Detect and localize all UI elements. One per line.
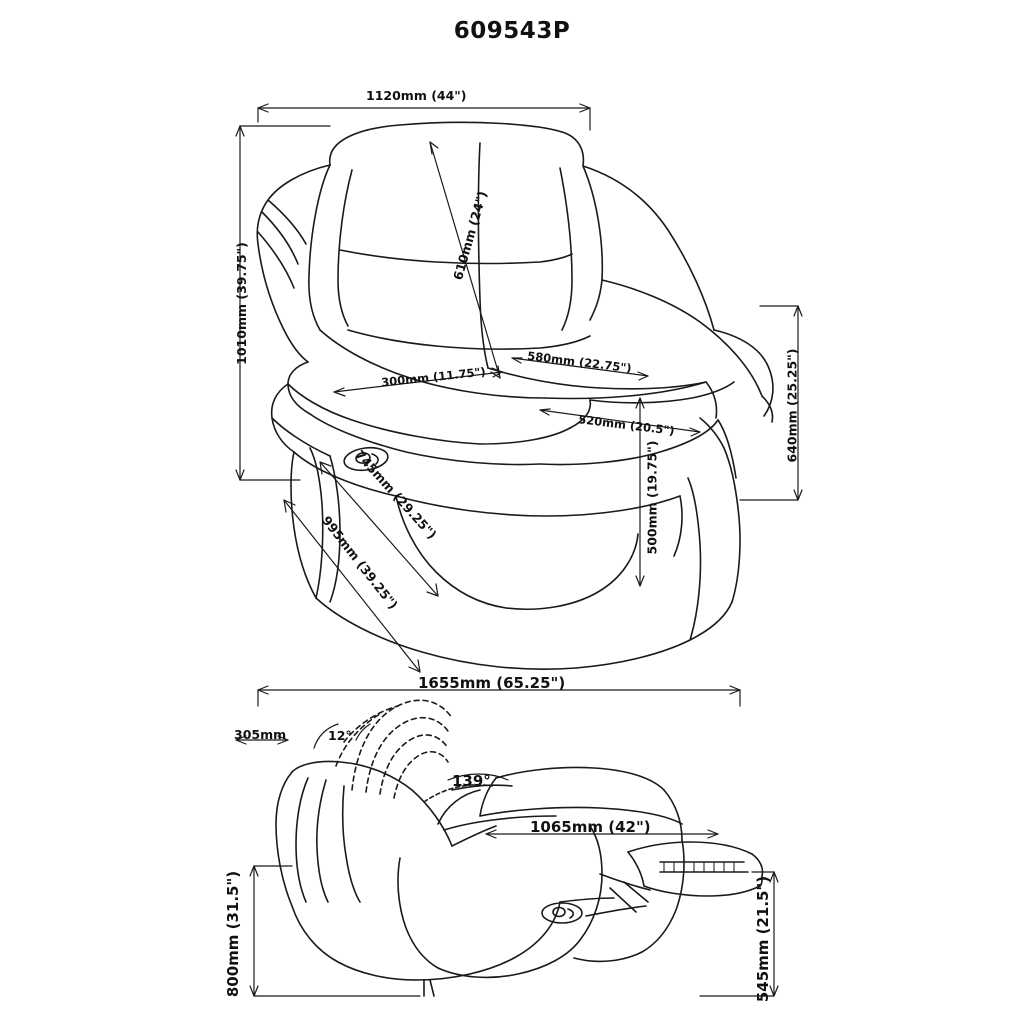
dim-label-reclined-length: 1655mm (65.25")	[418, 674, 566, 692]
dim-label-arm-height: 640mm (25.25")	[784, 348, 800, 463]
dim-label-recline-angle: 139°	[452, 772, 491, 790]
dim-label-reclined-height: 800mm (31.5")	[224, 870, 243, 998]
page-title: 609543P	[453, 18, 571, 44]
dim-label-recline-clearance: 305mm	[234, 727, 287, 742]
recliner-reclined-illustration	[276, 700, 763, 996]
dim-label-headrest-angle: 12°	[328, 728, 352, 743]
dim-label-seat-inner-depth: 520mm (20.5")	[577, 412, 676, 438]
dim-label-reclined-seat-length: 1065mm (42")	[530, 818, 651, 836]
dim-label-overall-depth: 995mm (39.25")	[318, 512, 401, 613]
recliner-upright-illustration	[257, 122, 773, 669]
dim-label-side-depth: 745mm (29.25")	[352, 447, 440, 542]
dim-label-seat-depth: 300mm (11.75")	[380, 364, 487, 390]
dim-label-footrest-height: 545mm (21.5")	[754, 875, 773, 1003]
dim-label-seat-width: 580mm (22.75")	[526, 348, 633, 376]
dim-label-seat-height: 500mm (19.75")	[644, 440, 660, 555]
dim-label-width-top: 1120mm (44")	[366, 88, 467, 103]
dim-label-overall-height: 1010mm (39.75")	[233, 242, 249, 365]
dim-label-back-height: 610mm (24")	[450, 189, 490, 282]
